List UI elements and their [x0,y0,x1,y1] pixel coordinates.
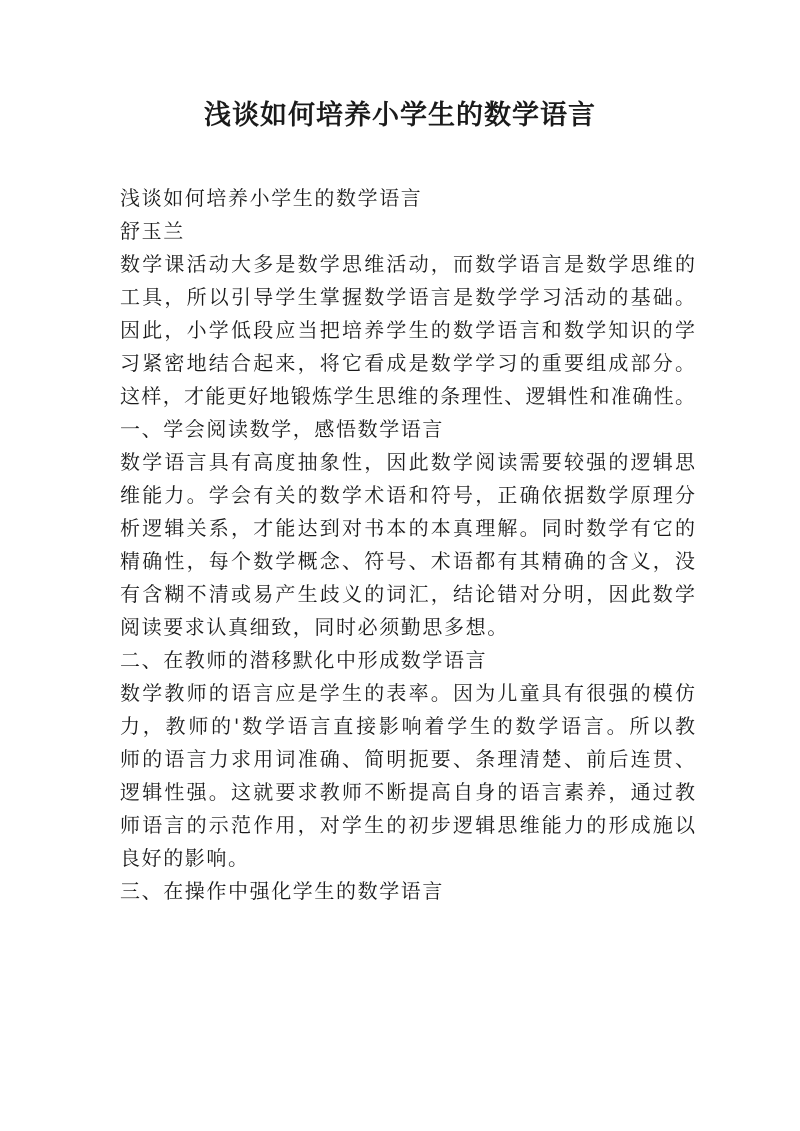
paragraph-line: 工具，所以引导学生掌握数学语言是数学学习活动的基础。 [120,285,695,309]
article-subtitle: 浅谈如何培养小学生的数学语言 [120,186,423,210]
section-heading: 三、在操作中强化学生的数学语言 [120,879,444,903]
paragraph-line: 师的语言力求用词准确、简明扼要、条理清楚、前后连贯、 [120,747,695,771]
paragraph-line: 数学教师的语言应是学生的表率。因为儿童具有很强的模仿 [120,681,695,705]
paragraph-line: 数学课活动大多是数学思维活动，而数学语言是数学思维的 [120,252,695,276]
paragraph-line: 习紧密地结合起来，将它看成是数学学习的重要组成部分。 [120,351,695,375]
paragraph-line: 逻辑性强。这就要求教师不断提高自身的语言素养，通过教 [120,780,695,804]
paragraph-line: 良好的影响。 [120,846,250,870]
document-title: 浅谈如何培养小学生的数学语言 [204,100,596,131]
paragraph-line: 析逻辑关系，才能达到对书本的本真理解。同时数学有它的 [120,516,695,540]
paragraph-line: 有含糊不清或易产生歧义的词汇，结论错对分明，因此数学 [120,582,695,606]
section-heading: 二、在教师的潜移默化中形成数学语言 [120,648,488,672]
paragraph-line: 维能力。学会有关的数学术语和符号，正确依据数学原理分 [120,483,695,507]
paragraph-line: 师语言的示范作用，对学生的初步逻辑思维能力的形成施以 [120,813,695,837]
paragraph-line: 精确性，每个数学概念、符号、术语都有其精确的含义，没 [120,549,695,573]
paragraph-line: 这样，才能更好地锻炼学生思维的条理性、逻辑性和准确性。 [120,384,695,408]
paragraph-line: 因此，小学低段应当把培养学生的数学语言和数学知识的学 [120,318,695,342]
section-heading: 一、学会阅读数学，感悟数学语言 [120,417,444,441]
article-author: 舒玉兰 [120,219,185,243]
paragraph-line: 数学语言具有高度抽象性，因此数学阅读需要较强的逻辑思 [120,450,695,474]
paragraph-line: 阅读要求认真细致，同时必须勤思多想。 [120,615,509,639]
document-body [120,182,695,908]
paragraph-line: 力，教师的'数学语言直接影响着学生的数学语言。所以教 [120,714,695,738]
